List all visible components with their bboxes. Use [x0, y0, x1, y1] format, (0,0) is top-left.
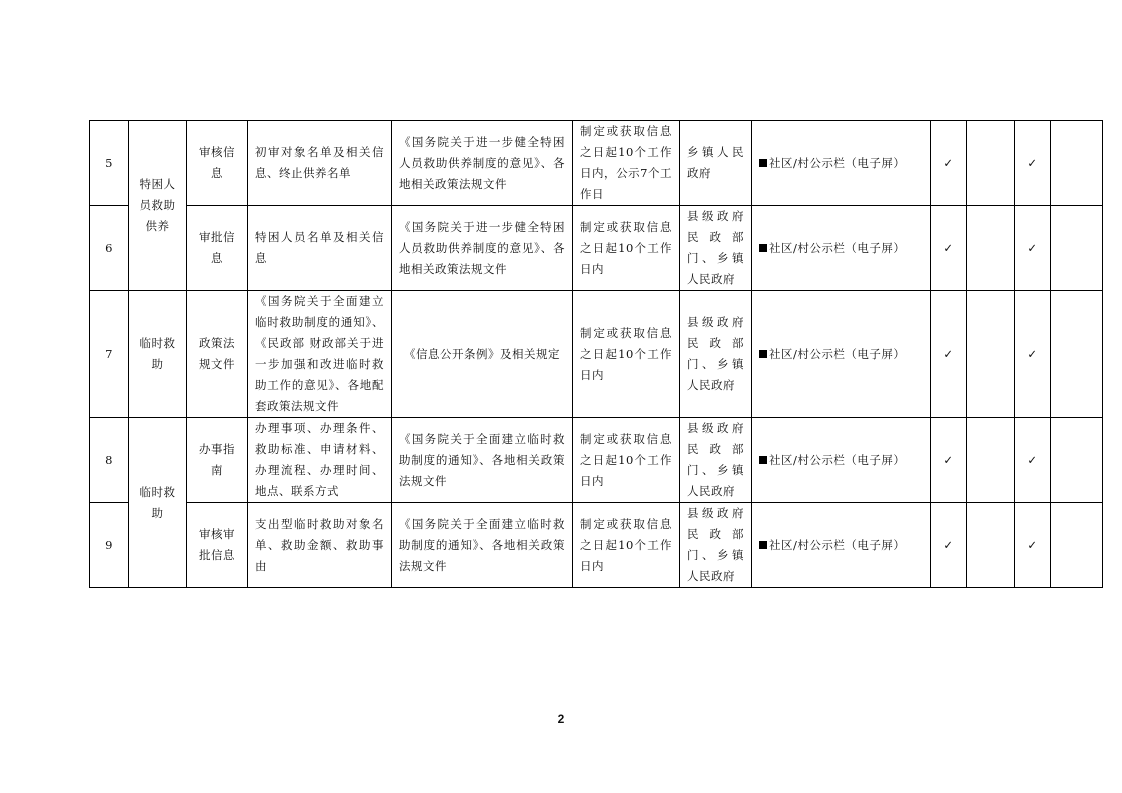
black-square-icon: [759, 159, 767, 167]
content-cell: 特困人员名单及相关信息: [248, 206, 392, 291]
empty-cell: [967, 206, 1015, 291]
subject-cell: 审核信息: [187, 121, 248, 206]
category-cell: 特困人员救助供养: [129, 121, 187, 291]
channel-text: 社区/村公示栏（电子屏）: [769, 537, 906, 552]
empty-cell: [967, 121, 1015, 206]
department-cell: 县级政府民政部门、乡镇人民政府: [680, 418, 752, 503]
time-limit-cell: 制定或获取信息之日起10个工作日内: [573, 206, 680, 291]
channel-cell: [752, 503, 931, 588]
table-row: [90, 291, 1103, 418]
time-limit-cell: 制定或获取信息之日起10个工作日内: [573, 418, 680, 503]
table-row: [90, 206, 1103, 291]
basis-cell: 《国务院关于全面建立临时救助制度的通知》、各地相关政策法规文件: [392, 418, 573, 503]
check-mark-icon: ✓: [1015, 206, 1051, 291]
channel-cell: [752, 206, 931, 291]
department-cell: 县级政府民政部门、乡镇人民政府: [680, 206, 752, 291]
department-cell: 县级政府民政部门、乡镇人民政府: [680, 291, 752, 418]
empty-cell: [1051, 121, 1103, 206]
table-row: [90, 503, 1103, 588]
subject-cell: 审核审批信息: [187, 503, 248, 588]
department-cell: 乡镇人民政府: [680, 121, 752, 206]
check-mark-icon: ✓: [931, 206, 967, 291]
content-cell: 初审对象名单及相关信息、终止供养名单: [248, 121, 392, 206]
basis-cell: 《国务院关于进一步健全特困人员救助供养制度的意见》、各地相关政策法规文件: [392, 121, 573, 206]
channel-text: 社区/村公示栏（电子屏）: [769, 452, 906, 467]
subject-cell: 审批信息: [187, 206, 248, 291]
black-square-icon: [759, 350, 767, 358]
check-mark-icon: ✓: [931, 291, 967, 418]
empty-cell: [1051, 291, 1103, 418]
basis-cell: 《国务院关于进一步健全特困人员救助供养制度的意见》、各地相关政策法规文件: [392, 206, 573, 291]
check-mark-icon: ✓: [931, 121, 967, 206]
black-square-icon: [759, 541, 767, 549]
channel-text: 社区/村公示栏（电子屏）: [769, 240, 906, 255]
content-cell: 支出型临时救助对象名单、救助金额、救助事由: [248, 503, 392, 588]
table-row: [90, 121, 1103, 206]
empty-cell: [1051, 206, 1103, 291]
row-number: 7: [90, 291, 129, 418]
category-cell: 临时救助: [129, 418, 187, 588]
channel-text: 社区/村公示栏（电子屏）: [769, 346, 906, 361]
check-mark-icon: ✓: [931, 503, 967, 588]
row-number: 8: [90, 418, 129, 503]
black-square-icon: [759, 244, 767, 252]
empty-cell: [1051, 503, 1103, 588]
content-cell: 办理事项、办理条件、救助标准、申请材料、办理流程、办理时间、地点、联系方式: [248, 418, 392, 503]
time-limit-cell: 制定或获取信息之日起10个工作日内，公示7个工作日: [573, 121, 680, 206]
empty-cell: [967, 291, 1015, 418]
row-number: 9: [90, 503, 129, 588]
disclosure-table: [89, 120, 1103, 588]
table-row: [90, 418, 1103, 503]
basis-cell: 《信息公开条例》及相关规定: [392, 291, 573, 418]
time-limit-cell: 制定或获取信息之日起10个工作日内: [573, 503, 680, 588]
subject-cell: 政策法规文件: [187, 291, 248, 418]
row-number: 5: [90, 121, 129, 206]
check-mark-icon: ✓: [1015, 291, 1051, 418]
empty-cell: [967, 503, 1015, 588]
check-mark-icon: ✓: [1015, 503, 1051, 588]
channel-cell: [752, 291, 931, 418]
channel-cell: [752, 418, 931, 503]
check-mark-icon: ✓: [931, 418, 967, 503]
black-square-icon: [759, 456, 767, 464]
channel-text: 社区/村公示栏（电子屏）: [769, 155, 906, 170]
basis-cell: 《国务院关于全面建立临时救助制度的通知》、各地相关政策法规文件: [392, 503, 573, 588]
row-number: 6: [90, 206, 129, 291]
check-mark-icon: ✓: [1015, 418, 1051, 503]
channel-cell: [752, 121, 931, 206]
empty-cell: [967, 418, 1015, 503]
check-mark-icon: ✓: [1015, 121, 1051, 206]
content-cell: 《国务院关于全面建立临时救助制度的通知》、《民政部 财政部关于进一步加强和改进临时救助工作的意见》、各地配套政策法规文件: [248, 291, 392, 418]
page-number: 2: [557, 712, 565, 726]
empty-cell: [1051, 418, 1103, 503]
department-cell: 县级政府民政部门、乡镇人民政府: [680, 503, 752, 588]
category-cell: 临时救助: [129, 291, 187, 418]
subject-cell: 办事指南: [187, 418, 248, 503]
time-limit-cell: 制定或获取信息之日起10个工作日内: [573, 291, 680, 418]
